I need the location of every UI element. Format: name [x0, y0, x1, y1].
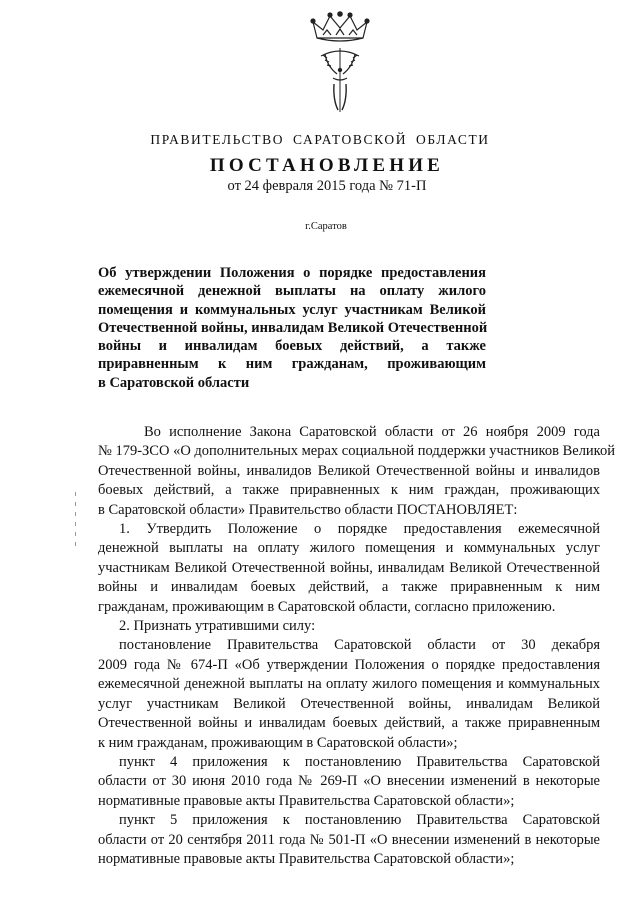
body-line: денежной выплаты на оплату жилого помещения и коммунальных услуг [98, 540, 600, 557]
body-line: участникам Великой Отечественной войны, инвалидам Великой Отечественной [98, 559, 600, 576]
body-line: 2. Признать утратившими силу: [119, 618, 316, 635]
body-line: ежемесячной денежной выплаты на оплату жилого помещения и коммунальных [98, 676, 600, 693]
body-line: 2009 года № 674-П «Об утверждении Положения о порядке предоставления [98, 656, 600, 673]
title-line: приравненным к ним гражданам, проживающим [98, 356, 486, 373]
document-city: г.Саратов [305, 221, 347, 232]
document-body [98, 423, 616, 869]
document-date-number: от 24 февраля 2015 года № 71-П [227, 178, 427, 194]
body-line: постановление Правительства Саратовской области от 30 декабря [119, 637, 600, 654]
body-line: боевых действий, а также приравненных к ним граждан, проживающих [98, 482, 600, 499]
body-line: Отечественной войны, инвалидов Великой Отечественной войны и инвалидов [98, 462, 600, 479]
coat-of-arms-emblem [303, 8, 377, 120]
body-line: Во исполнение Закона Саратовской области от 26 ноября 2009 года [144, 424, 600, 440]
title-line: ежемесячной денежной выплаты на оплату жилого [98, 283, 486, 300]
margin-marks [73, 490, 79, 550]
title-line: Об утверждении Положения о порядке предоставления [98, 265, 486, 281]
title-line: Отечественной войны, инвалидам Великой Отечественной [98, 319, 488, 336]
title-line: помещения и коммунальных услуг участникам Великой [98, 301, 486, 318]
body-line: 1. Утвердить Положение о порядке предоставления ежемесячной [119, 521, 600, 538]
organization-name: ПРАВИТЕЛЬСТВО САРАТОВСКОЙ ОБЛАСТИ [150, 132, 490, 147]
title-line: войны и инвалидам боевых действий, а также [98, 338, 486, 355]
document-title [98, 264, 486, 392]
body-line: области от 20 сентября 2011 года № 501-П «О внесении изменений в некоторые [98, 831, 600, 848]
body-line: гражданам, проживающим в Саратовской области, согласно приложению. [98, 598, 556, 615]
body-line: к ним гражданам, проживающим в Саратовской области»; [98, 734, 458, 751]
body-line: нормативные правовые акты Правительства Саратовской области»; [98, 850, 515, 867]
document-type: ПОСТАНОВЛЕНИЕ [209, 155, 445, 176]
body-line: пункт 5 приложения к постановлению Правительства Саратовской [119, 812, 600, 829]
body-line: в Саратовской области» Правительство области ПОСТАНОВЛЯЕТ: [98, 501, 518, 518]
body-line: № 179-ЗСО «О дополнительных мерах социальной поддержки участников Великой [98, 443, 616, 460]
body-line: пункт 4 приложения к постановлению Правительства Саратовской [119, 753, 600, 770]
body-line: Отечественной войны и инвалидам боевых действий, а также приравненным [98, 715, 600, 732]
title-line: в Саратовской области [98, 374, 250, 391]
body-line: услуг участникам Великой Отечественной войны, инвалидам Великой [98, 695, 600, 712]
body-line: нормативные правовые акты Правительства Саратовской области»; [98, 792, 515, 809]
body-line: области от 30 июня 2010 года № 269-П «О внесении изменений в некоторые [98, 773, 600, 790]
body-line: войны и инвалидам боевых действий, а также приравненным к ним [98, 579, 600, 596]
